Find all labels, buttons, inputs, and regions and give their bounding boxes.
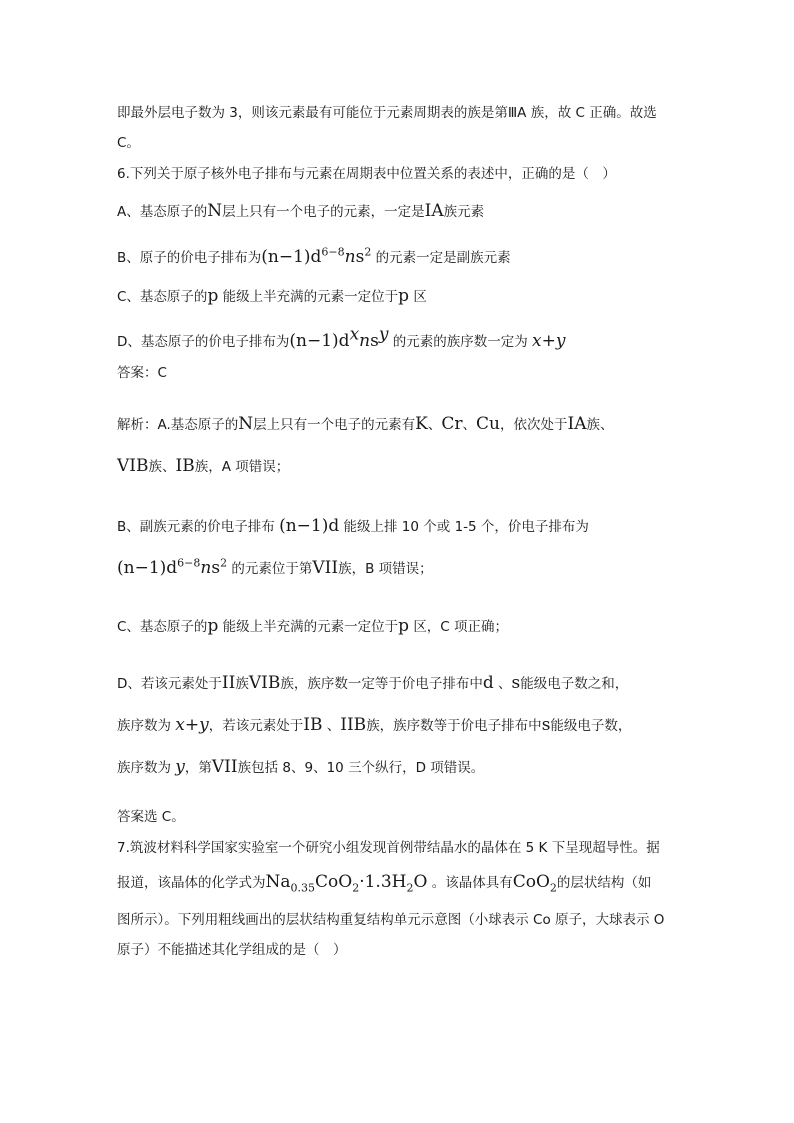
q6-option-c: C、基态原子的p 能级上半充满的元素一定位于p 区 [117,286,427,306]
q7-stem-line-1: 7.筑波材料科学国家实验室一个研究小组发现首例带结晶水的晶体在 5 K 下呈现超导性。据 [117,840,660,856]
analysis-c-line: C、基态原子的p 能级上半充满的元素一定位于p 区，C 项正确； [117,616,509,636]
formula-na-coo2-hydrate: $Na_{0.35}CoO_2\cdot 1.3H_2O$ [265,872,428,895]
analysis-d-line-2: 族序数为 x+y，若该元素处于IB 、IIB族，族序数等于价电子排布中s能级电子数， [117,715,632,735]
formula-d-block: $(n-1)d^{6-8}ns^2$ [261,245,372,267]
analysis-a-line-2: VIB族、IB族，A 项错误； [117,456,290,476]
analysis-answer: 答案选 C。 [117,809,185,825]
analysis-b-line-2: $(n-1)d^{6-8}ns^2$ 的元素位于第VII族，B 项错误； [117,556,433,578]
q7-stem-line-4: 原子）不能描述其化学组成的是（ ） [117,942,347,958]
q7-stem-line-3: 图所示）。下列用粗线画出的层状结构重复结构单元示意图（小球表示 Co 原子，大球表示 O [117,912,665,928]
formula-coo2: CoO$_2$ [512,872,557,895]
q6-answer: 答案：C [117,365,167,381]
q6-option-d: D、基态原子的价电子排布为$(n-1)d^xns^y$ 的元素的族序数一定为 x+y [117,324,566,351]
q6-option-a: A、基态原子的N层上只有一个电子的元素，一定是IA族元素 [117,201,485,221]
q7-stem-line-2: 报道，该晶体的化学式为$Na_{0.35}CoO_2\cdot 1.3H_2O$ 。该晶体具有CoO$_2$的层状结构（如 [117,872,652,895]
analysis-d-line-3: 族序数为 y，第VII族包括 8、9、10 三个纵行，D 项错误。 [117,757,485,777]
formula-d-block: $(n-1)d^xns^y$ [289,324,389,351]
analysis-a-line-1: 解析：A.基态原子的N层上只有一个电子的元素有K、Cr、Cu，依次处于IA族、 [117,414,614,434]
q5-explanation-line-2: C。 [117,135,140,151]
analysis-d-line-1: D、若该元素处于II族VIB族，族序数一定等于价电子排布中d 、s能级电子数之和， [117,673,629,693]
q6-stem: 6.下列关于原子核外电子排布与元素在周期表中位置关系的表述中，正确的是（ ） [117,166,616,182]
q6-option-b: B、原子的价电子排布为$(n-1)d^{6-8}ns^2$ 的元素一定是副族元素 [117,245,511,267]
q5-explanation-line-1: 即最外层电子数为 3，则该元素最有可能位于元素周期表的族是第ⅢA 族，故 C 正确。故选 [117,105,657,121]
formula-d-block: $(n-1)d^{6-8}ns^2$ [117,556,228,578]
analysis-b-line-1: B、副族元素的价电子排布 (n−1)d 能级上排 10 个或 1-5 个，价电子排布为 [117,516,589,536]
